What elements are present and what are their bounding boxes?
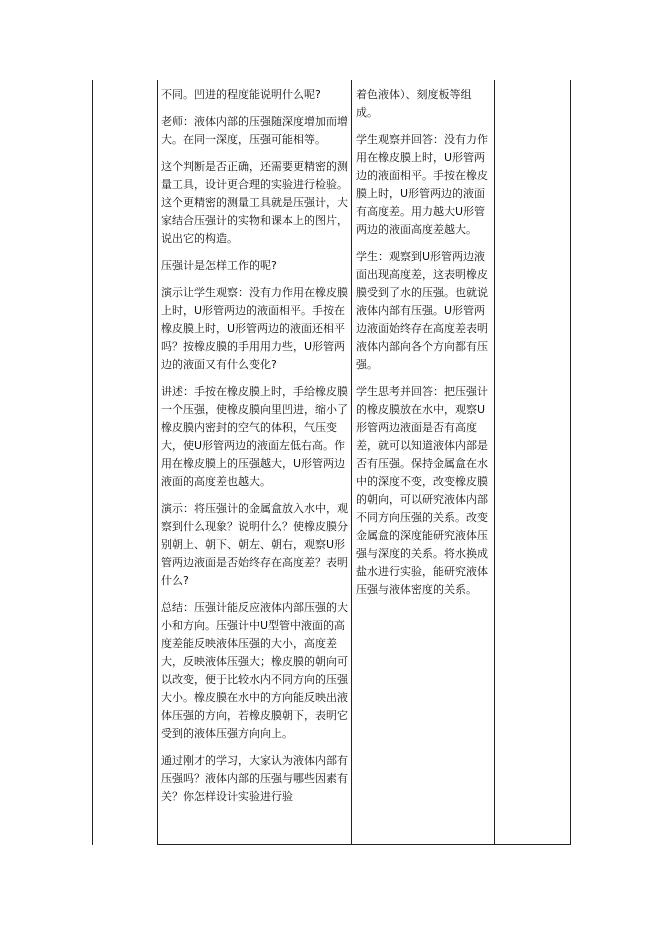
teacher-paragraph: 老师：液体内部的压强随深度增加而增大。在同一深度，压强可能相等。 bbox=[161, 115, 348, 146]
teacher-paragraph: 演示：将压强计的金属盒放入水中，观察到什么现象？说明什么？使橡皮膜分别朝上、朝下、朝左、朝右，观察U形管两边液面是否始终存在高度差？表明什么? bbox=[161, 502, 348, 587]
student-paragraph: 学生：观察到U形管两边液面出现高度差，这表明橡皮膜受到了水的压强。也就说液体内部有压强。U形管两边液面始终存在高度差表明液体内部向各个方向都有压强。 bbox=[356, 250, 488, 371]
teacher-paragraph: 通过刚才的学习，大家认为液体内部有压强吗？液体内部的压强与哪些因素有关？你怎样设计实验进行验 bbox=[161, 754, 348, 803]
student-paragraph: 着色液体）、刻度板等组成。 bbox=[356, 88, 472, 119]
table-border-left bbox=[157, 80, 158, 845]
table-border-middle bbox=[351, 80, 352, 845]
teacher-paragraph: 总结：压强计能反应液体内部压强的大小和方向。压强计中U型管中液面的高度差能反映液体压强的大小，高度差大，反映液体压强大；橡皮膜的朝向可以改变，便于比较水内不同方向的压强大小。橡皮膜在水中的方向能反映出液体压强的方向，若橡皮膜朝下，表明它受到的液体压强方向向上。 bbox=[161, 601, 348, 740]
student-activity-cell bbox=[356, 86, 490, 608]
teacher-paragraph: 演示让学生观察：没有力作用在橡皮膜上时，U形管两边的液面相平。手按在橡皮膜上时，U形管两边的液面还相平吗？按橡皮膜的手用用力些，U形管两边的液面又有什么变化? bbox=[161, 286, 348, 371]
student-paragraph: 学生思考并回答：把压强计的橡皮膜放在水中，观察U形管两边液面是否有高度差，就可以知道液体内部是否有压强。保持金属盒在水中的深度不变，改变橡皮膜的朝向，可以研究液体内部不同方向压强的关系。改变金属盒的深度能研究液体压强与深度的关系。将水换成盐水进行实验，能研究液体压强与液体密度的关系。 bbox=[356, 385, 488, 596]
table-border-right bbox=[570, 80, 571, 845]
student-paragraph: 学生观察并回答：没有力作用在橡皮膜上时，U形管两边的液面相平。手按在橡皮膜上时，U形管两边的液面有高度差。用力越大U形管两边的液面高度差越大。 bbox=[356, 133, 488, 236]
teacher-paragraph: 讲述：手按在橡皮膜上时，手给橡皮膜一个压强，使橡皮膜向里凹进，缩小了橡皮膜内密封的空气的体积，气压变大，使U形管两边的液面左低右高。作用在橡皮膜上的压强越大，U形管两边液面的高度差也越大。 bbox=[161, 385, 348, 488]
teacher-paragraph: 压强计是怎样工作的呢? bbox=[161, 259, 277, 272]
table-border-outer-left bbox=[92, 80, 93, 845]
teacher-activity-cell bbox=[161, 86, 348, 815]
table-border-right-inner bbox=[494, 80, 495, 845]
teacher-paragraph: 这个判断是否正确，还需要更精密的测量工具，设计更合理的实验进行检验。这个更精密的测量工具就是压强计，大家结合压强计的实物和课本上的图片，说出它的构造。 bbox=[161, 160, 348, 245]
teacher-paragraph: 不同。凹进的程度能说明什么呢? bbox=[161, 88, 321, 101]
table-border-bottom bbox=[157, 844, 570, 845]
